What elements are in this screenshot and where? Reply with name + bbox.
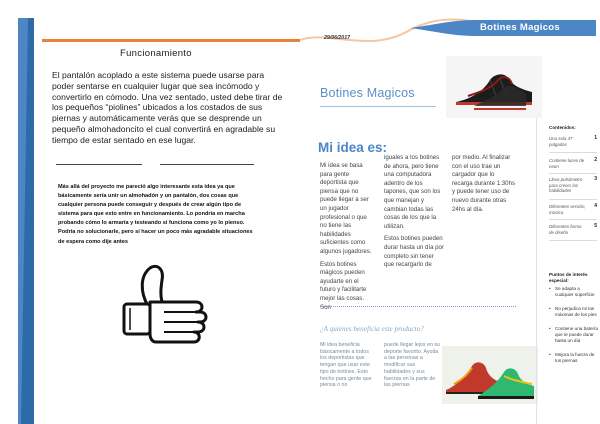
toc-item-number: 4: [594, 203, 597, 209]
article-column-2: [384, 154, 444, 274]
toc-item: [549, 224, 597, 235]
thumbs-up-icon: [118, 262, 220, 354]
toc-item-title: Contiene luces de neon: [549, 158, 585, 169]
toc-item: [549, 136, 597, 147]
list-item: [549, 306, 599, 318]
list-item-text: No perjudica mi las máximas de los pies: [555, 306, 597, 317]
left-page-body: El pantalón acoplado a este sistema puede usarse para poder sentarse en cualquier lugar que sea incómodo y convertirlo en cómodo. Una vez sentado, usted debe tirar de los pequeños “piolines” ubicados a los costados de sus piernas y automáticamente verás que se desprende un pequeño almohadoncito el cual convertirá en agradable su tiempo de estar sentado en ese lugar.: [52, 70, 283, 145]
list-item-text: Contiene una batería que te puede durar hasta un día: [555, 326, 598, 343]
boot-image-bottom: [442, 346, 538, 404]
bullet-icon: •: [549, 352, 551, 357]
list-item-text: Mejora la fuerza de tus piernas: [555, 352, 595, 363]
list-item-text: Se adapta a cualquier superficie: [555, 286, 595, 297]
sub-heading: ¿A quienes beneficia este producto?: [320, 325, 424, 333]
toc-item-number: 5: [594, 223, 597, 229]
paragraph: iguales a los botines de ahora, pero tiene una computadora adentro de los tapones, que son los que manejan y cambian todas las cosas de los que la utilizan.: [384, 154, 441, 230]
toc-divider: [549, 152, 597, 153]
article-column-3: [452, 154, 516, 218]
article-column-1: [320, 162, 374, 316]
contents-heading: Contenidos:: [549, 125, 576, 130]
paragraph: Estos botines pueden durar hasta un día por completo sin tener que recargarlo de: [384, 235, 444, 269]
toc-divider: [549, 199, 597, 200]
toc-item-title: Una sola 47 pulgadas: [549, 136, 573, 147]
toc-item: [549, 158, 597, 169]
boot-image-top: [446, 56, 542, 118]
toc-item: [549, 204, 597, 215]
header-title: Botines Magicos: [480, 22, 560, 33]
list-item: [549, 286, 599, 298]
signature-line: [56, 164, 142, 165]
blue-side-strip: [18, 18, 34, 424]
paragraph: Mi idea se basa para gente deportista que piensa que no puede llegar a ser un jugador profesional o que no tiene las habilidades suficientes como algunos jugadores.: [320, 162, 372, 255]
toc-divider: [549, 173, 597, 174]
toc-item-number: 3: [594, 176, 597, 182]
paragraph: por medio. Al finalizar con el uso trae un cargador que lo recarga durante 1:30hs y puede tener uso de nuevo durante otras 24hs al día.: [452, 154, 516, 213]
bullet-icon: •: [549, 306, 551, 311]
dotted-divider: [320, 306, 516, 307]
bullet-icon: •: [549, 326, 551, 331]
orange-rule: [42, 29, 302, 32]
points-heading: Puntos de interés especial:: [549, 272, 588, 283]
paragraph: puede llegar lejos en su deporte favorito. Ayuda a las personas a modificar sus habilidades y sus fuerzas en la parte de las piernas: [384, 342, 440, 389]
right-page: [300, 0, 600, 424]
toc-item: [549, 177, 597, 194]
toc-item-number: 1: [594, 135, 597, 141]
toc-divider: [549, 240, 597, 241]
paragraph: Estos botines mágicos pueden ayudarte en el futuro y facilitarte mejor las cosas. Son: [320, 260, 367, 311]
toc-item-title: Diferentes forma de diseño: [549, 224, 582, 235]
toc-item-title: Diferentes versión, monica: [549, 204, 586, 215]
paragraph: Mi idea beneficia básicamente a todos los deportistas que tengan que usar este tipo de botines. Esto hecho para gente que piensa o no: [320, 342, 372, 389]
magazine-title: Botines Magicos: [320, 86, 415, 100]
issue-date: 29/06/2017: [324, 35, 350, 41]
section-heading: Mi idea es:: [318, 140, 388, 155]
toc-item-number: 2: [594, 157, 597, 163]
list-item: [549, 352, 599, 364]
title-underline: [320, 106, 436, 107]
toc-divider: [549, 219, 597, 220]
left-page-title: Funcionamiento: [120, 48, 192, 59]
toc-item-title: Lleva pulsómetro para crecer las habilidades: [549, 177, 583, 194]
list-item: [549, 326, 599, 344]
bullet-icon: •: [549, 286, 551, 291]
signature-line: [160, 164, 254, 165]
left-page-note: Más allá del proyecto me pareció algo interesante esta idea ya que básicamente sería unir un almohadón y un pantalón, dos cosas que cualquier persona puede conseguir y después de crear algún tipo de sistema para que esto entre en funcionamiento. Lo pondría en marcha probando cómo lo armaría y testeando si funciona como yo lo pienso. Podría no solucionarle, pero sí hacer un poco más agradable situaciones de espera como dije antes: [58, 184, 253, 245]
